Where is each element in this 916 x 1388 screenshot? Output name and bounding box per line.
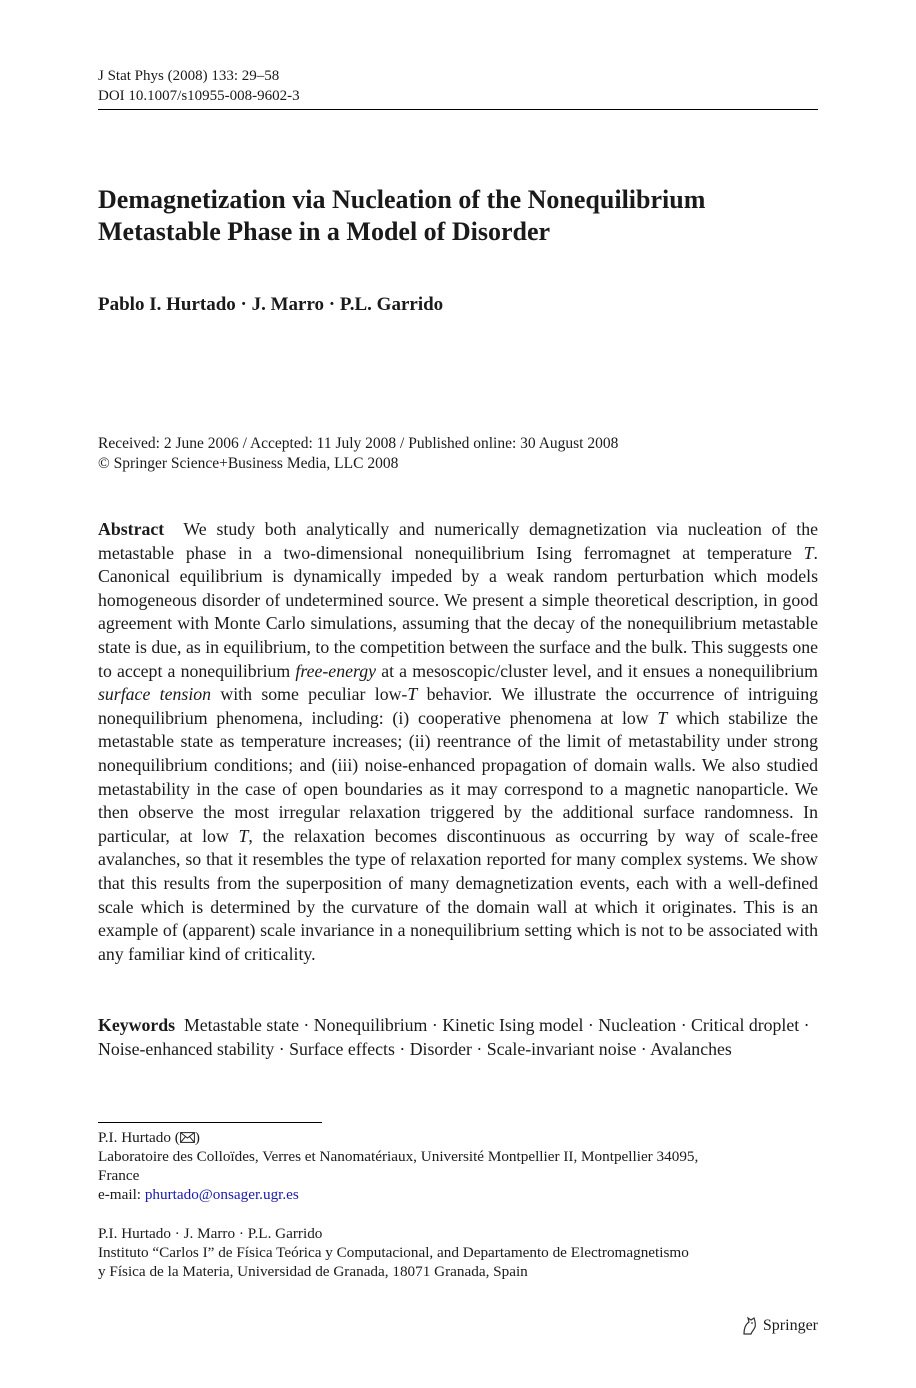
affiliation-1 [98,1128,818,1204]
abstract-text: which stabilize the metastable state as temperature increases; (ii) reentrance of the limit of metastability under strong nonequilibrium conditions; and (iii) noise-enhanced propagation of domain walls. We also studied metastability in the case of open boundaries as it may correspond to a magnetic nanoparticle. We then observe the most irregular relaxation triggered by the additional surface randomness. In particular, at low [98,707,818,846]
journal-header [98,66,300,106]
springer-horse-icon [741,1316,759,1336]
email-line: e-mail: phurtado@onsager.ugr.es [98,1186,299,1203]
title-line-1: Demagnetization via Nucleation of the Nonequilibrium [98,185,706,214]
doi: DOI 10.1007/s10955-008-9602-3 [98,88,300,104]
emphasis-surface-tension: surface tension [98,684,212,705]
abstract [98,518,818,966]
math-T: T [657,707,668,728]
keywords [98,1014,818,1061]
copyright-notice: © Springer Science+Business Media, LLC 2008 [98,455,399,472]
envelope-icon [180,1132,195,1143]
footnote-divider [98,1122,322,1123]
keywords-label: Keywords [98,1015,176,1035]
abstract-text: behavior. We illustrate the occurrence of intriguing nonequilibrium phenomena, including: (i) cooperative phenomena at low [98,684,819,728]
publisher-name: Springer [762,1317,818,1334]
author-list: Pablo I. Hurtado · J. Marro · P.L. Garrido [98,294,444,315]
header-divider [98,109,818,110]
abstract-text: with some peculiar low- [211,684,408,705]
abstract-text: . Canonical equilibrium is dynamically impeded by a weak random perturbation which models homogeneous disorder of undetermined source. We present a simple theoretical description, in good agreement with Monte Carlo simulations, assuming that the decay of the nonequilibrium metastable state is due, as in equilibrium, to the competition between the surface and the bulk. This suggests one to accept a nonequilibrium [98,542,818,681]
keywords-text: Metastable state · Nonequilibrium · Kinetic Ising model · Nucleation · Critical droplet · Noise-enhanced stability · Surface effects · Disorder · Scale-invariant noise · Avalanches [98,1015,810,1059]
publication-history [98,434,618,474]
math-T: T [238,825,249,846]
paper-title [98,184,818,248]
publisher-logo [741,1316,818,1336]
affiliation-institute: Instituto “Carlos I” de Física Teórica y Computacional, and Departamento de Electromagnetismo [98,1244,689,1261]
emphasis-free-energy: free-energy [295,660,377,681]
affiliation-2 [98,1224,818,1281]
affiliation-university: y Física de la Materia, Universidad de Granada, 18071 Granada, Spain [98,1263,528,1280]
math-T: T [803,542,814,563]
affiliation-country: France [98,1167,140,1184]
abstract-text: We study both analytically and numerically demagnetization via nucleation of the metastable phase in a two-dimensional nonequilibrium Ising ferromagnet at temperature [98,519,818,563]
affiliation-authors: P.I. Hurtado · J. Marro · P.L. Garrido [98,1225,323,1242]
corresponding-author: P.I. Hurtado ( ) [98,1129,200,1146]
affiliation-address: Laboratoire des Colloïdes, Verres et Nanomatériaux, Université Montpellier II, Montpellier 34095, [98,1148,699,1165]
title-line-2: Metastable Phase in a Model of Disorder [98,217,551,246]
math-T: T [407,684,418,705]
email-link[interactable]: phurtado@onsager.ugr.es [144,1186,299,1203]
abstract-label: Abstract [98,519,165,539]
journal-citation: J Stat Phys (2008) 133: 29–58 [98,68,280,84]
received-accepted-dates: Received: 2 June 2006 / Accepted: 11 July 2008 / Published online: 30 August 2008 [98,435,619,452]
abstract-text: , the relaxation becomes discontinuous as occurring by way of scale-free avalanches, so that it resembles the type of relaxation reported for many complex systems. We show that this results from the superposition of many demagnetization events, each with a well-defined scale which is determined by the curvature of the domain wall at which it originates. This is an example of (apparent) scale invariance in a nonequilibrium setting which is not to be associated with any familiar kind of criticality. [98,825,818,964]
abstract-text: at a mesoscopic/cluster level, and it ensues a nonequilibrium [376,660,818,681]
